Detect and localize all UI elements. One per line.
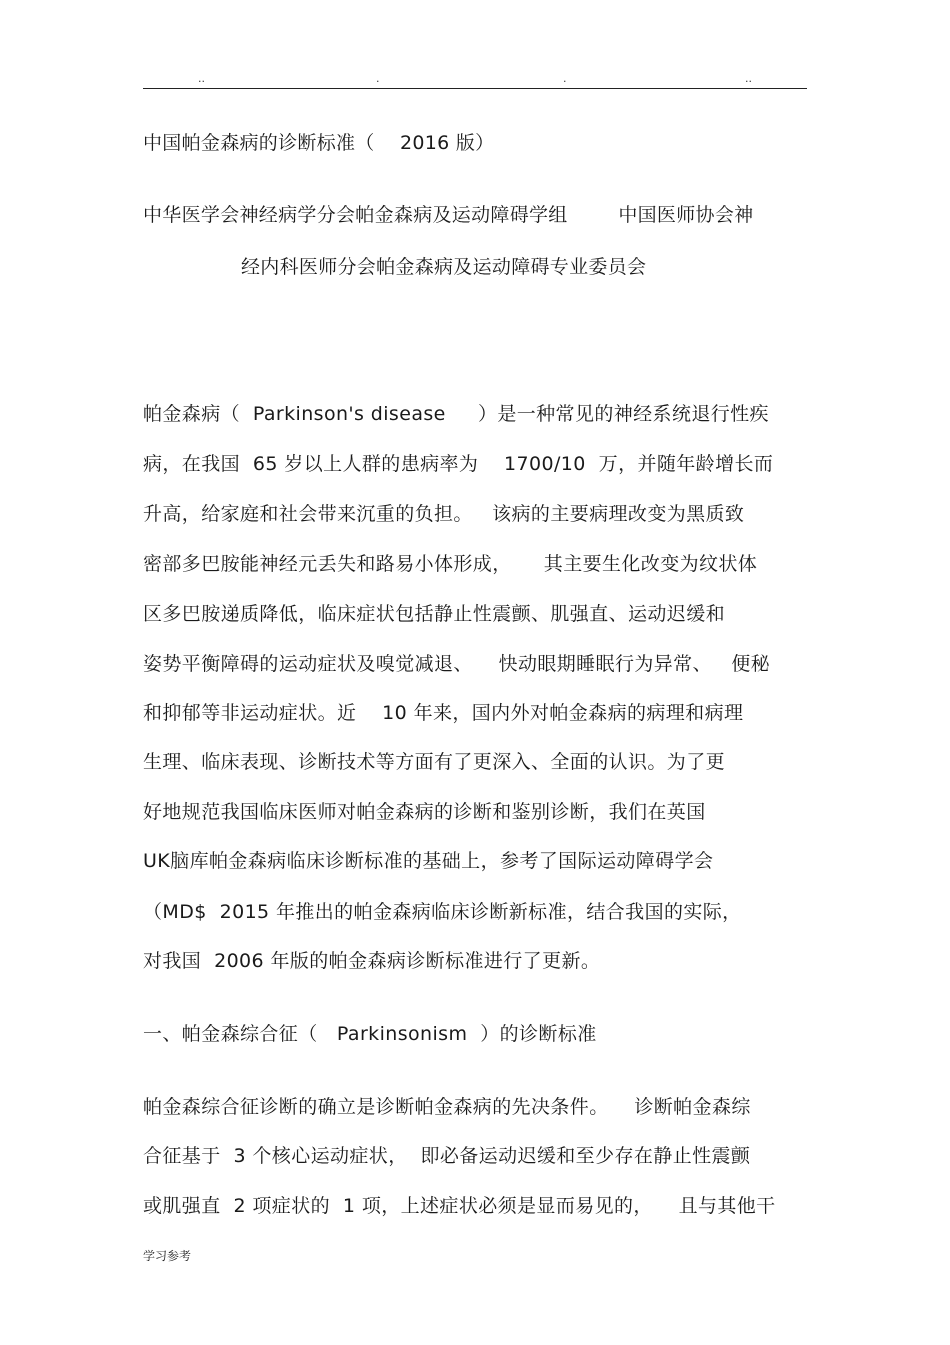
text-line: 或肌强直 2 项症状的 1 项，上述症状必须是显而易见的， 且与其他干 [143, 1195, 776, 1217]
text-line: 帕金森综合征诊断的确立是诊断帕金森病的先决条件。 诊断帕金森综 [143, 1096, 751, 1118]
text-line: 生理、临床表现、诊断技术等方面有了更深入、全面的认识。为了更 [143, 751, 726, 773]
authors-line: 中华医学会神经病学分会帕金森病及运动障碍学组 中国医师协会神 [143, 204, 754, 226]
text-line: （MD$ 2015 年推出的帕金森病临床诊断新标准，结合我国的实际， [143, 901, 742, 923]
text-line: 对我国 2006 年版的帕金森病诊断标准进行了更新。 [143, 950, 601, 972]
text-line: 好地规范我国临床医师对帕金森病的诊断和鉴别诊断，我们在英国 [143, 801, 706, 823]
text-line: 密部多巴胺能神经元丢失和路易小体形成， 其主要生化改变为纹状体 [143, 553, 758, 575]
document-title: 中国帕金森病的诊断标准（ 2016 版） [143, 132, 495, 154]
text-line: 升高，给家庭和社会带来沉重的负担。 该病的主要病理改变为黑质致 [143, 503, 745, 525]
text-line: 和抑郁等非运动症状。近 10 年来，国内外对帕金森病的病理和病理 [143, 702, 744, 724]
authors-line: 经内科医师分会帕金森病及运动障碍专业委员会 [241, 256, 647, 278]
text-line: UK脑库帕金森病临床诊断标准的基础上，参考了国际运动障碍学会 [143, 850, 714, 872]
header-dot: .. [745, 72, 752, 85]
page-footer: 学习参考 [143, 1249, 192, 1263]
text-line: 病，在我国 65 岁以上人群的患病率为 1700/10 万，并随年龄增长而 [143, 453, 774, 475]
text-line: 合征基于 3 个核心运动症状， 即必备运动迟缓和至少存在静止性震颤 [143, 1145, 751, 1167]
header-dot: . [563, 72, 567, 85]
header-divider [143, 88, 807, 89]
text-line: 姿势平衡障碍的运动症状及嗅觉减退、 快动眼期睡眠行为异常、 便秘 [143, 653, 771, 675]
header-dot: .. [198, 72, 205, 85]
page-header [0, 72, 950, 86]
text-line: 帕金森病（ Parkinson's disease ）是一种常见的神经系统退行性疾 [143, 403, 769, 425]
header-dot: . [376, 72, 380, 85]
text-line: 区多巴胺递质降低，临床症状包括静止性震颤、肌强直、运动迟缓和 [143, 603, 726, 625]
section-heading: 一、帕金森综合征（ Parkinsonism ）的诊断标准 [143, 1023, 597, 1045]
